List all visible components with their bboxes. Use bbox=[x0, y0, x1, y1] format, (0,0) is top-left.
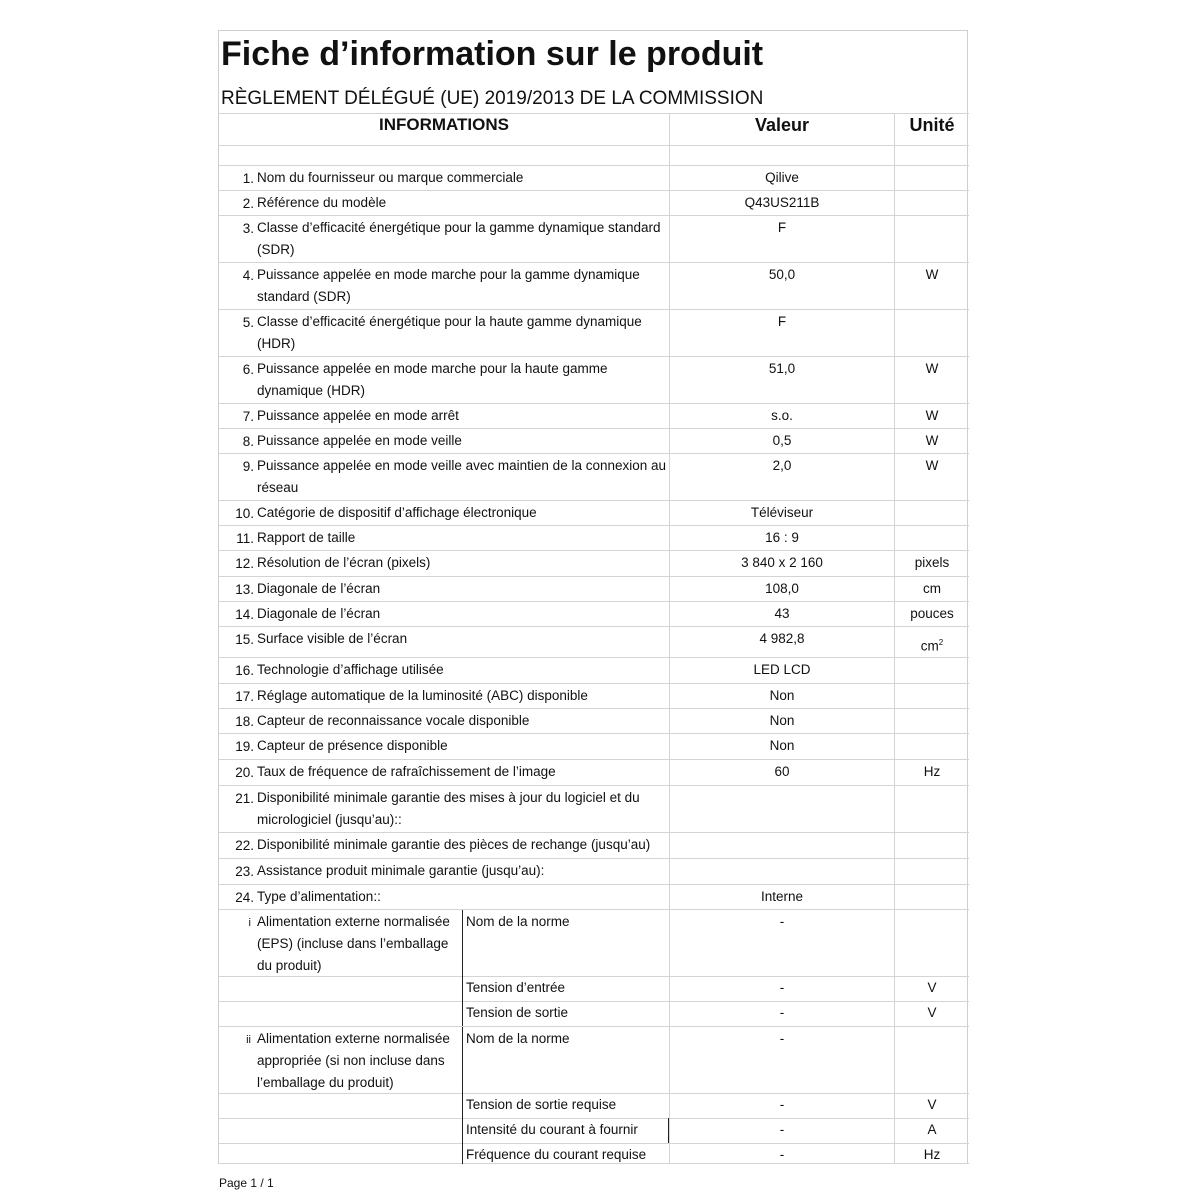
row-value: Interne bbox=[760, 889, 804, 904]
row-value: s.o. bbox=[771, 408, 793, 423]
row-label: Réglage automatique de la luminosité (ABC) disponible bbox=[257, 688, 588, 703]
table-row bbox=[219, 453, 969, 500]
row-value: 4 982,8 bbox=[759, 631, 805, 646]
product-information-sheet bbox=[218, 30, 968, 1164]
row-value: 0,5 bbox=[772, 433, 792, 448]
row-number: 20. bbox=[235, 765, 254, 780]
table-row bbox=[219, 832, 969, 858]
row-value: 16 : 9 bbox=[765, 530, 799, 545]
table-row bbox=[219, 626, 969, 657]
row-value: Non bbox=[769, 713, 795, 728]
row-value: Q43US211B bbox=[744, 195, 820, 210]
row-sublabel: Tension de sortie bbox=[466, 1005, 569, 1020]
row-label: Diagonale de l’écran bbox=[257, 581, 381, 596]
row-sublabel: Nom de la norme bbox=[466, 1031, 570, 1046]
row-number: 19. bbox=[235, 739, 254, 754]
column-divider-value bbox=[669, 113, 670, 1164]
table-row bbox=[219, 500, 969, 525]
row-label: Capteur de présence disponible bbox=[257, 738, 448, 753]
sublabel-divider bbox=[462, 1027, 463, 1094]
row-value: Non bbox=[769, 738, 795, 753]
row-unit: Hz bbox=[923, 764, 941, 779]
row-label: Assistance produit minimale garantie (jusqu’au): bbox=[257, 863, 545, 878]
header-unite: Unité bbox=[909, 115, 955, 135]
row-label: Diagonale de l’écran bbox=[257, 606, 381, 621]
table-row bbox=[219, 165, 969, 190]
row-number: 2. bbox=[242, 196, 254, 211]
table-row bbox=[219, 708, 969, 733]
table-row bbox=[219, 601, 969, 626]
row-label: Taux de fréquence de rafraîchissement de l’image bbox=[257, 764, 556, 779]
row-unit: V bbox=[927, 1097, 937, 1112]
table-row bbox=[219, 976, 969, 1001]
row-value: 43 bbox=[774, 606, 790, 621]
row-number: 11. bbox=[236, 531, 254, 546]
table-row bbox=[219, 215, 969, 262]
table-row bbox=[219, 785, 969, 832]
table-row bbox=[219, 1026, 969, 1093]
row-value: Qilive bbox=[765, 170, 799, 185]
row-value: LED LCD bbox=[753, 662, 811, 677]
row-number: 6. bbox=[242, 362, 254, 377]
row-number: 1. bbox=[242, 171, 254, 186]
row-number: 7. bbox=[242, 409, 254, 424]
row-label: Capteur de reconnaissance vocale disponible bbox=[257, 713, 530, 728]
row-unit: A bbox=[927, 1122, 937, 1137]
table-spacer-row bbox=[219, 145, 969, 165]
row-sublabel: Fréquence du courant requise bbox=[466, 1147, 647, 1162]
row-number: ii bbox=[246, 1034, 251, 1046]
row-sublabel: Nom de la norme bbox=[466, 914, 570, 929]
row-value: 60 bbox=[774, 764, 790, 779]
sublabel-divider bbox=[462, 1093, 463, 1118]
row-number: 24. bbox=[235, 890, 254, 905]
row-value: - bbox=[779, 1147, 785, 1162]
table-row bbox=[219, 1001, 969, 1026]
row-value: Téléviseur bbox=[750, 505, 814, 520]
row-number: 8. bbox=[242, 434, 254, 449]
row-unit: W bbox=[925, 458, 939, 473]
row-number: 10. bbox=[235, 506, 254, 521]
row-label: Puissance appelée en mode veille avec maintien de la connexion au réseau bbox=[257, 458, 667, 495]
row-value: - bbox=[779, 1005, 785, 1020]
table-row bbox=[219, 1093, 969, 1118]
sublabel-divider bbox=[462, 1118, 463, 1143]
row-sublabel: Tension d’entrée bbox=[466, 980, 566, 995]
table-row bbox=[219, 858, 969, 884]
row-label: Alimentation externe normalisée appropriée (si non incluse dans l’emballage du produit) bbox=[257, 1031, 450, 1090]
row-value: F bbox=[777, 314, 787, 329]
row-value: F bbox=[777, 220, 787, 235]
row-label: Résolution de l’écran (pixels) bbox=[257, 555, 431, 570]
row-unit: W bbox=[925, 267, 939, 282]
row-label: Référence du modèle bbox=[257, 195, 387, 210]
header-informations: INFORMATIONS bbox=[378, 115, 509, 134]
row-number: 4. bbox=[242, 268, 254, 283]
row-sublabel: Tension de sortie requise bbox=[466, 1097, 617, 1112]
table-row bbox=[219, 909, 969, 976]
table-row bbox=[219, 733, 969, 759]
header-valeur: Valeur bbox=[754, 115, 810, 135]
sublabel-divider bbox=[462, 976, 463, 1001]
table-row bbox=[219, 403, 969, 428]
page-title: Fiche d’information sur le produit bbox=[221, 35, 764, 73]
information-table bbox=[218, 113, 968, 1164]
table-row bbox=[219, 576, 969, 601]
table-row bbox=[219, 657, 969, 683]
row-number: 12. bbox=[235, 556, 254, 571]
table-row bbox=[219, 356, 969, 403]
row-number: 23. bbox=[235, 864, 254, 879]
row-number: 18. bbox=[235, 714, 254, 729]
table-row bbox=[219, 1118, 969, 1143]
table-row bbox=[219, 683, 969, 708]
table-row bbox=[219, 525, 969, 550]
sublabel-divider bbox=[462, 910, 463, 977]
row-value: 2,0 bbox=[772, 458, 792, 473]
row-label: Classe d’efficacité énergétique pour la gamme dynamique standard (SDR) bbox=[257, 220, 661, 257]
table-row bbox=[219, 309, 969, 356]
row-unit: V bbox=[927, 980, 937, 995]
row-value: 108,0 bbox=[765, 581, 799, 596]
row-value: - bbox=[779, 980, 785, 995]
column-divider-unit bbox=[894, 113, 895, 1164]
row-unit: cm bbox=[923, 581, 941, 596]
row-number: 9. bbox=[242, 459, 254, 474]
row-number: 16. bbox=[235, 663, 254, 678]
row-value: - bbox=[779, 914, 785, 929]
row-label: Alimentation externe normalisée (EPS) (incluse dans l’emballage du produit) bbox=[257, 914, 450, 973]
row-value: - bbox=[779, 1031, 785, 1046]
row-number: 14. bbox=[235, 607, 254, 622]
row-unit: pouces bbox=[910, 606, 954, 621]
row-number: 13. bbox=[235, 582, 254, 597]
row-unit: Hz bbox=[923, 1147, 941, 1162]
row-value: - bbox=[779, 1097, 785, 1112]
row-label: Puissance appelée en mode marche pour la gamme dynamique standard (SDR) bbox=[257, 267, 640, 304]
row-unit: W bbox=[925, 361, 939, 376]
table-row bbox=[219, 759, 969, 785]
row-label: Catégorie de dispositif d’affichage électronique bbox=[257, 505, 537, 520]
row-value: 3 840 x 2 160 bbox=[741, 555, 823, 570]
page-footer: Page 1 / 1 bbox=[219, 1176, 274, 1190]
table-header-row bbox=[219, 113, 969, 145]
row-label: Disponibilité minimale garantie des mises à jour du logiciel et du micrologiciel (jusqu’au):: bbox=[257, 790, 640, 827]
row-number: 21. bbox=[235, 791, 254, 806]
row-value: - bbox=[779, 1122, 785, 1137]
title-box bbox=[218, 30, 968, 113]
page-subtitle: RÈGLEMENT DÉLÉGUÉ (UE) 2019/2013 DE LA COMMISSION bbox=[221, 88, 764, 109]
row-label: Disponibilité minimale garantie des pièces de rechange (jusqu’au) bbox=[257, 837, 651, 852]
row-label: Type d’alimentation:: bbox=[257, 889, 381, 904]
row-value: 51,0 bbox=[768, 361, 796, 376]
row-unit: pixels bbox=[914, 555, 950, 570]
table-row bbox=[219, 884, 969, 909]
row-number: 3. bbox=[242, 221, 254, 236]
row-label: Nom du fournisseur ou marque commerciale bbox=[257, 170, 524, 185]
row-label: Surface visible de l’écran bbox=[257, 631, 408, 646]
sublabel-divider bbox=[462, 1143, 463, 1164]
table-row bbox=[219, 550, 969, 576]
row-number: 15. bbox=[235, 632, 254, 647]
row-number: 17. bbox=[235, 689, 254, 704]
row-value: 50,0 bbox=[768, 267, 796, 282]
row-number: 5. bbox=[242, 315, 254, 330]
row-value: Non bbox=[769, 688, 795, 703]
row-label: Puissance appelée en mode arrêt bbox=[257, 408, 459, 423]
row-number: i bbox=[248, 917, 251, 929]
unit-superscript: 2 bbox=[938, 638, 944, 647]
row-label: Technologie d’affichage utilisée bbox=[257, 662, 444, 677]
row-unit: W bbox=[925, 408, 939, 423]
row-unit: V bbox=[927, 1005, 937, 1020]
table-row bbox=[219, 190, 969, 215]
row-label: Rapport de taille bbox=[257, 530, 356, 545]
row-label: Classe d’efficacité énergétique pour la haute gamme dynamique (HDR) bbox=[257, 314, 642, 351]
row-sublabel: Intensité du courant à fournir bbox=[466, 1122, 638, 1137]
table-row bbox=[219, 262, 969, 309]
table-row bbox=[219, 1143, 969, 1164]
row-label: Puissance appelée en mode marche pour la haute gamme dynamique (HDR) bbox=[257, 361, 608, 398]
row-unit: $cm^2$ bbox=[920, 638, 944, 654]
row-unit: W bbox=[925, 433, 939, 448]
row-number: 22. bbox=[235, 838, 254, 853]
row-label: Puissance appelée en mode veille bbox=[257, 433, 462, 448]
sublabel-divider bbox=[462, 1001, 463, 1026]
table-row bbox=[219, 428, 969, 453]
